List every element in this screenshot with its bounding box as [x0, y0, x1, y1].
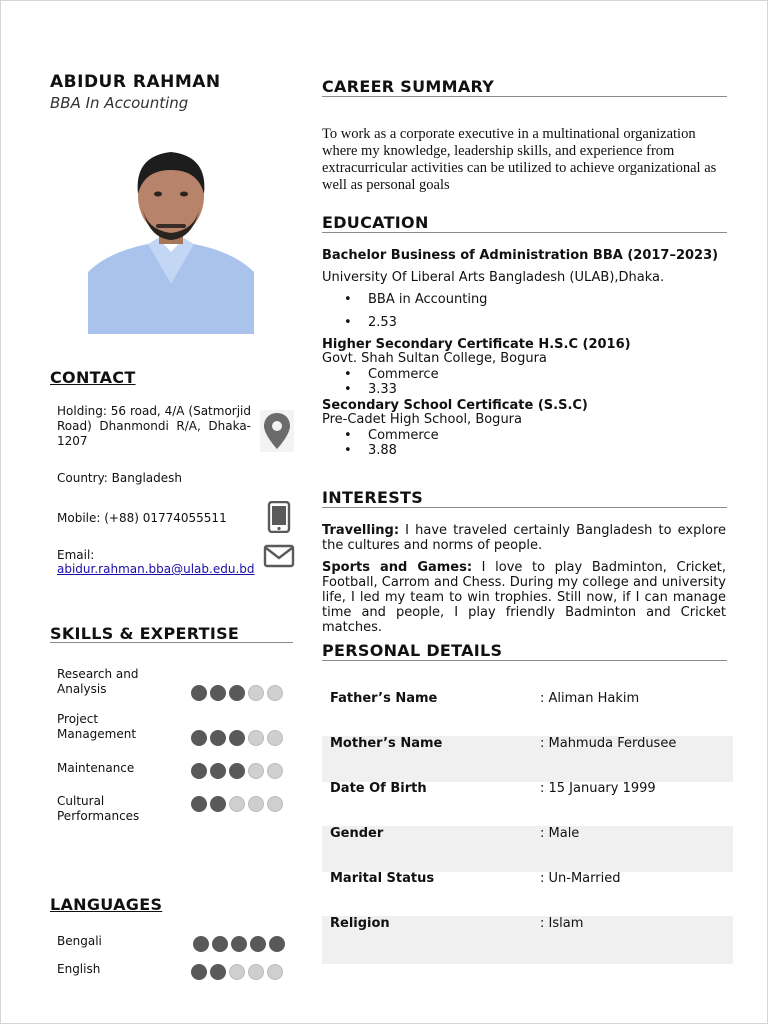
profile-photo	[88, 134, 254, 334]
interest-text: I have traveled certainly Bangladesh to explore the cultures and norms of people.	[322, 523, 726, 553]
education-bullet: • 2.53	[322, 315, 622, 330]
contact-address: Holding: 56 road, 4/A (Satmorjid Road) Dhanmondi R/A, Dhaka-1207	[57, 404, 251, 448]
rating-dot-empty	[248, 685, 264, 701]
language-label: Bengali	[57, 934, 102, 948]
language-label: English	[57, 962, 101, 976]
education-bullets	[322, 428, 622, 458]
skill-label: Cultural Performances	[57, 794, 140, 823]
rating-dot-filled	[229, 763, 245, 779]
interest-label: Sports and Games:	[322, 560, 473, 575]
rating-dot-empty	[267, 763, 283, 779]
rating-dot-filled	[231, 936, 247, 952]
contact-email-link[interactable]: abidur.rahman.bba@ulab.edu.bd	[57, 562, 255, 576]
location-pin-icon	[260, 410, 294, 456]
interest-item	[322, 560, 726, 635]
interests-heading: INTERESTS	[322, 488, 424, 507]
career-heading: CAREER SUMMARY	[322, 77, 495, 96]
personal-row-value: : Islam	[540, 916, 584, 931]
rating-dot-filled	[250, 936, 266, 952]
skill-label: Research and Analysis	[57, 667, 139, 696]
rating-dot-filled	[269, 936, 285, 952]
personal-row	[322, 826, 733, 872]
skill-rating	[191, 730, 283, 746]
personal-row-label: Mother’s Name	[330, 736, 443, 751]
education-bullet: • 3.88	[322, 443, 622, 458]
education-bullets	[322, 292, 622, 330]
skill-rating	[191, 763, 283, 779]
education-institution: University Of Liberal Arts Bangladesh (ULAB),Dhaka.	[322, 270, 665, 285]
personal-heading: PERSONAL DETAILS	[322, 641, 503, 660]
rating-dot-filled	[191, 685, 207, 701]
personal-row	[322, 781, 733, 827]
resume-title: BBA In Accounting	[50, 94, 189, 112]
rating-dot-empty	[229, 796, 245, 812]
personal-heading-rule	[322, 660, 727, 661]
personal-row-label: Father’s Name	[330, 691, 438, 706]
personal-row-value: : Male	[540, 826, 580, 841]
personal-row	[322, 871, 733, 917]
education-heading: EDUCATION	[322, 213, 429, 232]
education-heading-rule	[322, 232, 727, 233]
education-bullet: • BBA in Accounting	[322, 292, 622, 315]
education-bullet: • 3.33	[322, 382, 622, 397]
career-heading-rule	[322, 96, 727, 97]
interests-heading-rule	[322, 507, 727, 508]
personal-row-label: Religion	[330, 916, 390, 931]
rating-dot-empty	[248, 964, 264, 980]
rating-dot-filled	[210, 763, 226, 779]
rating-dot-filled	[229, 685, 245, 701]
personal-row-label: Date Of Birth	[330, 781, 427, 796]
rating-dot-filled	[229, 730, 245, 746]
personal-row	[322, 916, 733, 964]
skill-rating	[191, 685, 283, 701]
rating-dot-filled	[210, 730, 226, 746]
education-degree-title: Bachelor Business of Administration BBA (2017–2023)	[322, 248, 719, 263]
rating-dot-filled	[191, 730, 207, 746]
personal-row	[322, 736, 733, 782]
rating-dot-empty	[267, 685, 283, 701]
education-degree-title: Secondary School Certificate (S.S.C)	[322, 398, 588, 413]
personal-row-value: : Aliman Hakim	[540, 691, 640, 706]
language-rating	[191, 964, 283, 980]
personal-row-label: Marital Status	[330, 871, 435, 886]
contact-email-label: Email:	[57, 548, 95, 562]
education-bullets	[322, 367, 622, 397]
contact-country: Country: Bangladesh	[57, 471, 183, 485]
education-bullet: • Commerce	[322, 367, 622, 382]
rating-dot-filled	[191, 796, 207, 812]
rating-dot-empty	[248, 763, 264, 779]
personal-row-value: : 15 January 1999	[540, 781, 656, 796]
rating-dot-empty	[248, 730, 264, 746]
personal-row	[322, 681, 733, 727]
career-summary-text: To work as a corporate executive in a multinational organization where my knowledge, leadership skills, and experience from extracurricular activities can be utilized to achieve organizational as well as personal goals	[322, 126, 717, 193]
skill-label: Maintenance	[57, 761, 135, 775]
rating-dot-filled	[212, 936, 228, 952]
rating-dot-empty	[229, 964, 245, 980]
mobile-phone-icon	[266, 501, 292, 537]
personal-row-value: : Un-Married	[540, 871, 621, 886]
rating-dot-empty	[267, 730, 283, 746]
rating-dot-filled	[210, 685, 226, 701]
rating-dot-filled	[210, 796, 226, 812]
skill-label: Project Management	[57, 712, 137, 741]
envelope-icon	[263, 544, 295, 572]
rating-dot-empty	[248, 796, 264, 812]
rating-dot-empty	[267, 796, 283, 812]
interest-text: I love to play Badminton, Cricket, Football, Carrom and Chess. During my college and university life, I led my team to win trophies. Still now, if I can manage time and people, I play friendly Badminton and Cricket matches.	[322, 560, 726, 635]
interest-item	[322, 523, 726, 553]
skills-heading: SKILLS & EXPERTISE	[50, 624, 240, 643]
skills-heading-rule	[50, 642, 293, 643]
education-institution: Govt. Shah Sultan College, Bogura	[322, 351, 547, 366]
skill-rating	[191, 796, 283, 812]
contact-heading: CONTACT	[50, 368, 136, 387]
rating-dot-filled	[193, 936, 209, 952]
rating-dot-filled	[210, 964, 226, 980]
personal-row-value: : Mahmuda Ferdusee	[540, 736, 677, 751]
interest-label: Travelling:	[322, 523, 400, 538]
contact-mobile: Mobile: (+88) 01774055511	[57, 511, 227, 525]
rating-dot-filled	[191, 964, 207, 980]
personal-row-label: Gender	[330, 826, 384, 841]
rating-dot-empty	[267, 964, 283, 980]
education-institution: Pre-Cadet High School, Bogura	[322, 412, 522, 427]
education-bullet: • Commerce	[322, 428, 622, 443]
languages-heading: LANGUAGES	[50, 895, 163, 914]
language-rating	[193, 936, 285, 952]
resume-name: ABIDUR RAHMAN	[50, 72, 221, 92]
education-degree-title: Higher Secondary Certificate H.S.C (2016)	[322, 337, 631, 352]
rating-dot-filled	[191, 763, 207, 779]
